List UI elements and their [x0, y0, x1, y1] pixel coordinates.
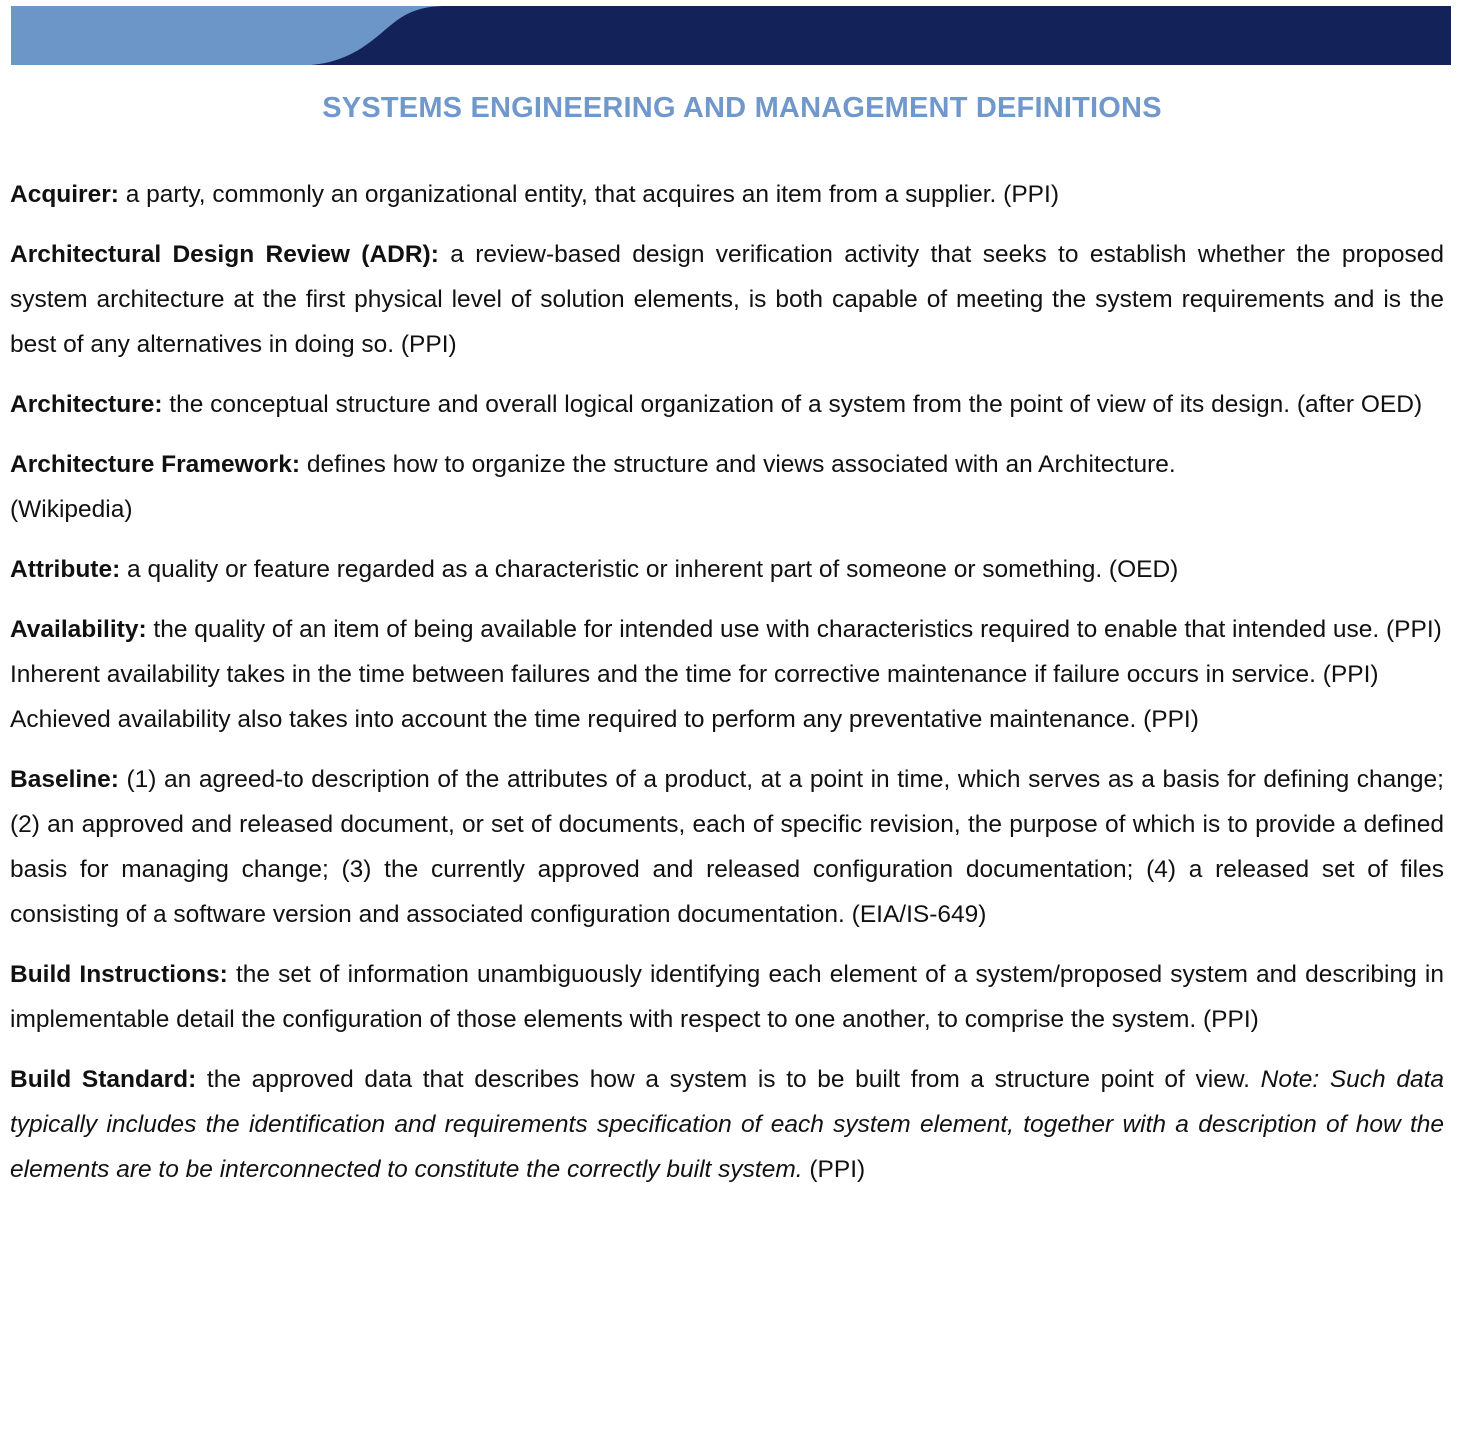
definition-paragraph — [10, 757, 1444, 937]
achieved-availability-paragraph: Achieved availability also takes into account the time required to perform any preventative maintenance. (PPI) — [10, 706, 1199, 733]
definition-paragraph — [10, 1057, 1444, 1192]
definition-architecture — [10, 382, 1444, 427]
definitions-list — [10, 172, 1444, 1207]
term-label: Acquirer: — [10, 181, 119, 208]
definition-paragraph — [10, 232, 1444, 367]
definition-paragraph — [10, 547, 1444, 592]
note-label: Note: — [1260, 1066, 1320, 1093]
definition-text: (1) an agreed-to description of the attributes of a product, at a point in time, which serves as a basis for defining change; (2) an approved and released document, or set of documents, each of specific revision, the purpose of which is to provide a defined basis for managing change; (3) the currently approved and released configuration documentation; (4) a released set of files consisting of a software version and associated configuration documentation. (EIA/IS-649) — [10, 766, 1444, 928]
banner-dark-wave — [311, 6, 1451, 65]
term-label: Architectural Design Review (ADR): — [10, 241, 439, 268]
definition-source: (Wikipedia) — [10, 496, 133, 523]
definition-acquirer — [10, 172, 1444, 217]
definition-architectural-design-review — [10, 232, 1444, 367]
definition-text: the quality of an item of being available for intended use with characteristics required to enable that intended use. (PPI) — [146, 616, 1442, 643]
definition-paragraph — [10, 382, 1444, 427]
definition-text: the conceptual structure and overall logical organization of a system from the point of view of its design. (after OED) — [162, 391, 1423, 418]
note-text: Such data typically includes the identification and requirements specification of each system element, together with a description of how the elements are to be interconnected to constitute the correctly built system. — [10, 1066, 1445, 1183]
definition-source: (PPI) — [802, 1156, 866, 1183]
definition-availability — [10, 607, 1444, 742]
term-label: Baseline: — [10, 766, 119, 793]
term-label: Architecture Framework: — [10, 451, 301, 478]
definition-paragraph — [10, 172, 1444, 217]
definition-build-instructions — [10, 952, 1444, 1042]
header-banner — [11, 6, 1451, 65]
definition-text: defines how to organize the structure and views associated with an Architecture. — [300, 451, 1176, 478]
definition-text: the approved data that describes how a system is to be built from a structure point of view. — [196, 1066, 1261, 1093]
definition-paragraph — [10, 952, 1444, 1042]
definition-attribute — [10, 547, 1444, 592]
term-label: Architecture: — [10, 391, 163, 418]
definition-text: a quality or feature regarded as a characteristic or inherent part of someone or something. (OED) — [120, 556, 1179, 583]
definition-paragraph — [10, 442, 1444, 532]
term-label: Build Standard: — [10, 1066, 197, 1093]
definition-text: a review-based design verification activity that seeks to establish whether the proposed system architecture at the first physical level of solution elements, is both capable of meeting the system requirements and is the best of any alternatives in doing so. (PPI) — [10, 241, 1444, 358]
definition-baseline — [10, 757, 1444, 937]
definition-architecture-framework — [10, 442, 1444, 532]
definition-build-standard — [10, 1057, 1444, 1192]
definition-text: the set of information unambiguously identifying each element of a system/proposed system and describing in implementable detail the configuration of those elements with respect to one another, to comprise the system. (PPI) — [10, 961, 1444, 1033]
term-label: Attribute: — [10, 556, 121, 583]
definition-paragraph — [10, 607, 1444, 652]
definition-text: a party, commonly an organizational entity, that acquires an item from a supplier. (PPI) — [118, 181, 1059, 208]
page-title: SYSTEMS ENGINEERING AND MANAGEMENT DEFINITIONS — [322, 92, 1162, 124]
term-label: Availability: — [10, 616, 147, 643]
inherent-availability-paragraph: Inherent availability takes in the time between failures and the time for corrective maintenance if failure occurs in service. (PPI) — [10, 661, 1379, 688]
term-label: Build Instructions: — [10, 961, 228, 988]
